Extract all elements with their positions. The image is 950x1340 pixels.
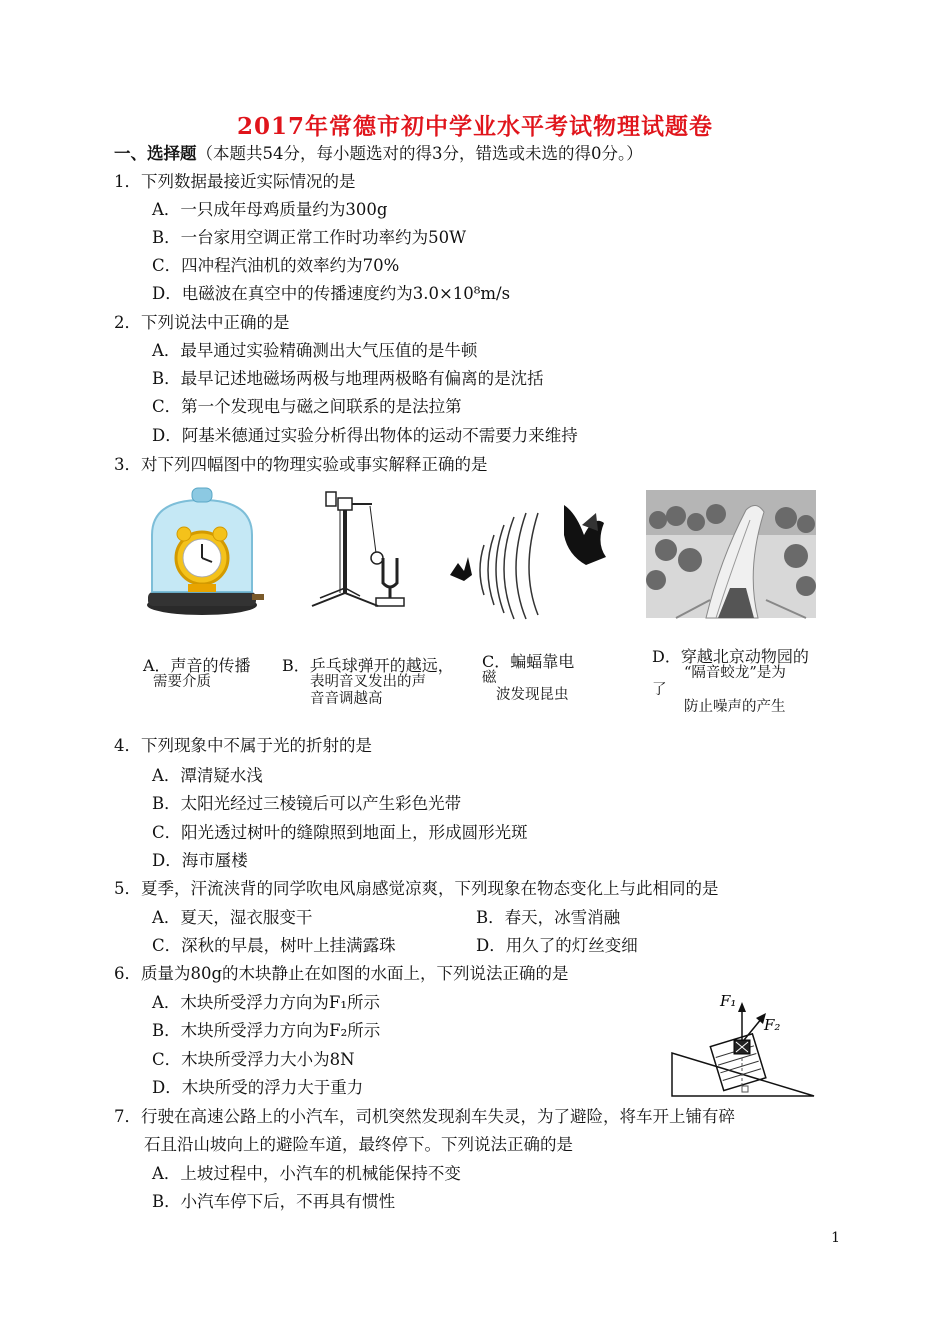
caption-b-line3: 音音调越高 bbox=[310, 691, 383, 707]
caption-b-line2: 表明音叉发出的声 bbox=[310, 674, 426, 690]
exam-title: 2017年常德市初中学业水平考试物理试题卷 bbox=[236, 113, 713, 140]
caption-b-line1: B．乒乓球弹开的越远， bbox=[282, 656, 454, 675]
section-heading bbox=[114, 143, 643, 165]
q1-option-b: B．一台家用空调正常工作时功率约为50W bbox=[152, 228, 467, 247]
question-6-stem: 6．质量为80g的木块静止在如图的水面上，下列说法正确的是 bbox=[114, 964, 569, 983]
q1-option-d: D．电磁波在真空中的传播速度约为3.0×10⁸m/s bbox=[152, 284, 511, 303]
buoyancy-figure bbox=[668, 988, 818, 1100]
caption-c-line2: 磁 bbox=[482, 670, 497, 686]
q5-option-c: C．深秋的早晨，树叶上挂满露珠 bbox=[152, 936, 396, 955]
q4-option-b: B．太阳光经过三棱镜后可以产生彩色光带 bbox=[152, 794, 462, 813]
q6-option-a: A．木块所受浮力方向为F₁所示 bbox=[152, 993, 380, 1012]
q5-option-b: B．春天，冰雪消融 bbox=[476, 908, 621, 927]
caption-c-line3: 波发现昆虫 bbox=[496, 687, 569, 703]
q2-option-c: C．第一个发现电与磁之间联系的是法拉第 bbox=[152, 397, 462, 416]
caption-a bbox=[143, 657, 251, 691]
force-label-f2: F₂ bbox=[764, 1016, 781, 1034]
question-7-stem-line1: 7．行驶在高速公路上的小汽车，司机突然发现刹车失灵，为了避险，将车开上铺有碎 bbox=[114, 1107, 735, 1126]
q4-option-a: A．潭清疑水浅 bbox=[152, 766, 263, 785]
q5-option-d: D．用久了的灯丝变细 bbox=[476, 936, 638, 955]
q7-option-b: B．小汽车停下后，不再具有惯性 bbox=[152, 1192, 396, 1211]
q2-option-d: D．阿基米德通过实验分析得出物体的运动不需要力来维持 bbox=[152, 426, 578, 445]
caption-c-line1: C．蝙蝠靠电 bbox=[482, 652, 575, 671]
q7-option-a: A．上坡过程中，小汽车的机械能保持不变 bbox=[152, 1164, 461, 1183]
question-2-stem: 2．下列说法中正确的是 bbox=[114, 313, 290, 332]
bat-echo-figure bbox=[446, 495, 611, 620]
caption-d-line2: “隔音蛟龙”是为 bbox=[684, 665, 786, 681]
question-5-stem: 5．夏季，汗流浃背的同学吹电风扇感觉凉爽，下列现象在物态变化上与此相同的是 bbox=[114, 879, 719, 898]
section-head: 一、选择题 bbox=[114, 144, 197, 163]
q2-option-a: A．最早通过实验精确测出大气压值的是牛顿 bbox=[152, 341, 478, 360]
page-number: 1 bbox=[831, 1230, 840, 1246]
caption-d bbox=[652, 647, 809, 715]
caption-d-line1: D．穿越北京动物园的 bbox=[652, 647, 809, 666]
question-3-stem: 3．对下列四幅图中的物理实验或事实解释正确的是 bbox=[114, 455, 488, 474]
force-label-f1: F₁ bbox=[720, 992, 737, 1010]
q5-option-a: A．夏天，湿衣服变干 bbox=[152, 908, 313, 927]
question-7-stem-line2: 石且沿山坡向上的避险车道，最终停下。下列说法正确的是 bbox=[144, 1135, 573, 1154]
tuning-fork-figure bbox=[300, 488, 430, 618]
q4-option-d: D．海市蜃楼 bbox=[152, 851, 248, 870]
caption-d-line4: 防止噪声的产生 bbox=[684, 699, 786, 715]
caption-a-line2: 需要介质 bbox=[153, 674, 211, 690]
noise-barrier-photo bbox=[646, 490, 816, 618]
caption-c bbox=[482, 653, 574, 704]
section-note: （本题共54分，每小题选对的得3分，错选或未选的得0分。） bbox=[196, 144, 643, 163]
q6-option-b: B．木块所受浮力方向为F₂所示 bbox=[152, 1021, 381, 1040]
bell-jar-figure bbox=[140, 480, 265, 620]
caption-b bbox=[282, 657, 454, 708]
q1-option-a: A．一只成年母鸡质量约为300g bbox=[152, 200, 388, 219]
caption-d-line3: 了 bbox=[652, 682, 667, 698]
caption-a-line1: A．声音的传播 bbox=[143, 656, 251, 675]
q1-option-c: C．四冲程汽油机的效率约为70% bbox=[152, 256, 400, 275]
q6-option-d: D．木块所受的浮力大于重力 bbox=[152, 1078, 364, 1097]
q4-option-c: C．阳光透过树叶的缝隙照到地面上，形成圆形光斑 bbox=[152, 823, 528, 842]
question-4-stem: 4．下列现象中不属于光的折射的是 bbox=[114, 736, 372, 755]
q2-option-b: B．最早记述地磁场两极与地理两极略有偏离的是沈括 bbox=[152, 369, 544, 388]
q6-option-c: C．木块所受浮力大小为8N bbox=[152, 1050, 355, 1069]
question-1-stem: 1．下列数据最接近实际情况的是 bbox=[114, 172, 356, 191]
